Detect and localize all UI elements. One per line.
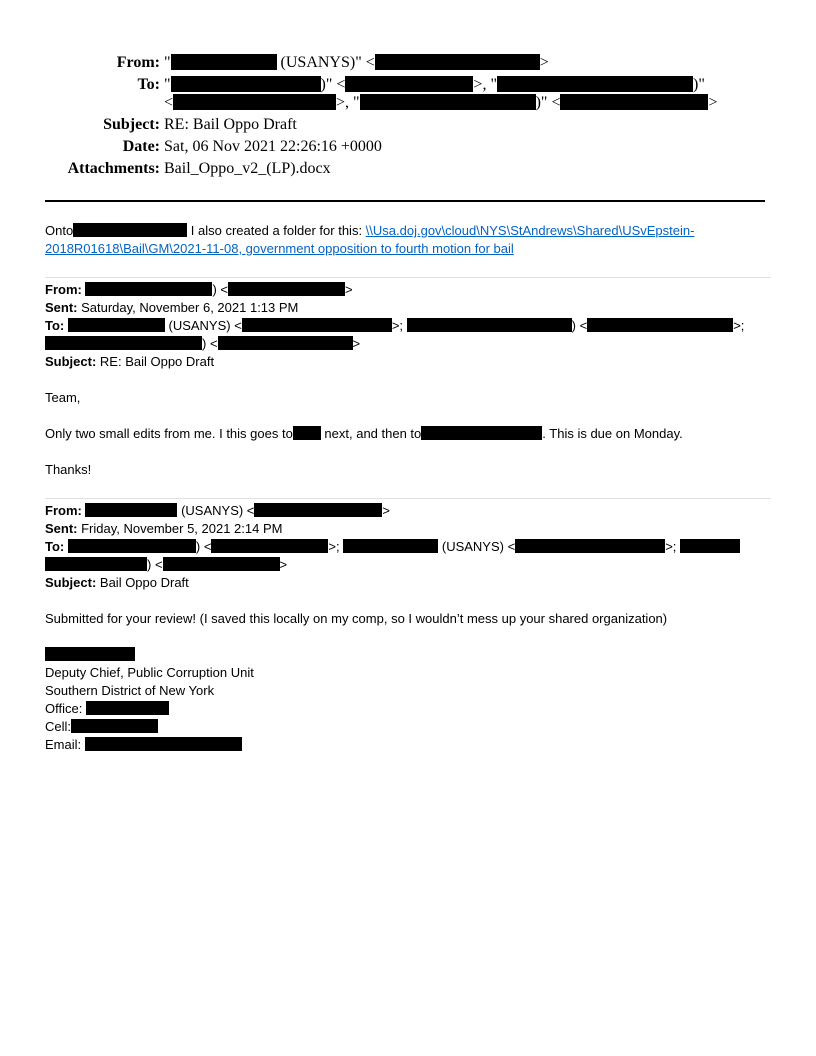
email2-subject-line: Subject: RE: Bail Oppo Draft	[45, 354, 215, 369]
redaction-box	[68, 539, 196, 553]
redaction-box	[45, 557, 147, 571]
redaction-box	[242, 318, 392, 332]
redaction-box	[211, 539, 328, 553]
redaction-box	[86, 701, 169, 715]
email2-to-line: To: (USANYS) < >; ) < >;	[45, 318, 745, 333]
signature-email: Email:	[45, 736, 242, 754]
redaction-box	[407, 318, 572, 332]
email2-body-line: Only two small edits from me. I this goes to next, and then to . This is due on Monday.	[45, 426, 683, 441]
redaction-box	[343, 539, 438, 553]
redaction-box	[228, 282, 345, 296]
redaction-box	[173, 94, 336, 110]
email3-to-line-continued: ) < >	[45, 556, 287, 574]
redaction-box	[45, 336, 202, 350]
redaction-box	[73, 223, 187, 237]
redaction-box	[293, 426, 321, 440]
redaction-box	[171, 54, 277, 70]
header-date-value: Sat, 06 Nov 2021 22:26:16 +0000	[164, 138, 382, 155]
email2-sent-line: Sent: Saturday, November 6, 2021 1:13 PM	[45, 300, 299, 315]
email2-greeting: Team,	[45, 390, 81, 405]
header-date-label: Date:	[122, 138, 160, 155]
redaction-box	[421, 426, 542, 440]
redaction-box	[163, 557, 280, 571]
redaction-box	[587, 318, 733, 332]
redaction-box	[680, 539, 740, 553]
email3-from-line: From: (USANYS) < >	[45, 503, 390, 518]
header-subject-value: RE: Bail Oppo Draft	[164, 116, 297, 133]
header-attachments-row	[0, 160, 816, 180]
redaction-box	[375, 54, 540, 70]
redaction-box	[45, 647, 135, 661]
header-to-row-continued: < >, " )" < >	[164, 94, 718, 111]
header-divider	[45, 200, 765, 202]
folder-link[interactable]: \\Usa.doj.gov\cloud\NYS\StAndrews\Shared\USvEpstein-	[365, 223, 695, 238]
email3-to-line: To: ) < >; (USANYS) < >;	[45, 538, 740, 556]
redaction-box	[85, 282, 212, 296]
email2-thanks: Thanks!	[45, 462, 92, 477]
signature-office-phone: Office:	[45, 700, 169, 718]
header-from-row: From: " (USANYS)" < >	[116, 54, 549, 71]
redaction-box	[218, 336, 353, 350]
redaction-box	[71, 719, 158, 733]
redaction-box	[360, 94, 536, 110]
redaction-box	[68, 318, 165, 332]
folder-link-continued[interactable]: 2018R01618\Bail\GM\2021-11-08, government opposition to fourth motion for bail	[45, 241, 514, 256]
header-subject-row	[0, 116, 816, 136]
header-to-label: To:	[137, 76, 160, 93]
signature-title: Deputy Chief, Public Corruption Unit	[45, 665, 254, 680]
top-message-line2	[45, 240, 514, 258]
redaction-box	[254, 503, 382, 517]
message-separator	[45, 277, 771, 278]
message-separator	[45, 498, 771, 499]
signature-office: Southern District of New York	[45, 683, 215, 698]
redaction-box	[171, 76, 321, 92]
email3-body: Submitted for your review! (I saved this locally on my comp, so I wouldn’t mess up your shared organization)	[45, 611, 668, 626]
email2-to-line-continued: ) < >	[45, 335, 360, 353]
top-message-line1: Onto I also created a folder for this: \\Usa.doj.gov\cloud\NYS\StAndrews\Shared\USvEpstein-	[45, 223, 695, 238]
header-attachments-value: Bail_Oppo_v2_(LP).docx	[164, 160, 331, 177]
redaction-box	[345, 76, 473, 92]
header-to-row: To: " )" < >, " )"	[137, 76, 705, 93]
email3-sent-line: Sent: Friday, November 5, 2021 2:14 PM	[45, 521, 283, 536]
header-from-label: From:	[116, 54, 160, 71]
header-attachments-label: Attachments:	[67, 160, 160, 177]
signature-cell-phone: Cell:	[45, 718, 158, 736]
email2-from-line: From: ) < >	[45, 282, 353, 297]
header-date-row	[0, 138, 816, 158]
redaction-box	[497, 76, 693, 92]
signature-name	[45, 646, 135, 664]
redaction-box	[85, 503, 177, 517]
redaction-box	[515, 539, 665, 553]
redaction-box	[560, 94, 708, 110]
header-subject-label: Subject:	[103, 116, 160, 133]
redaction-box	[85, 737, 242, 751]
email3-subject-line: Subject: Bail Oppo Draft	[45, 575, 189, 590]
